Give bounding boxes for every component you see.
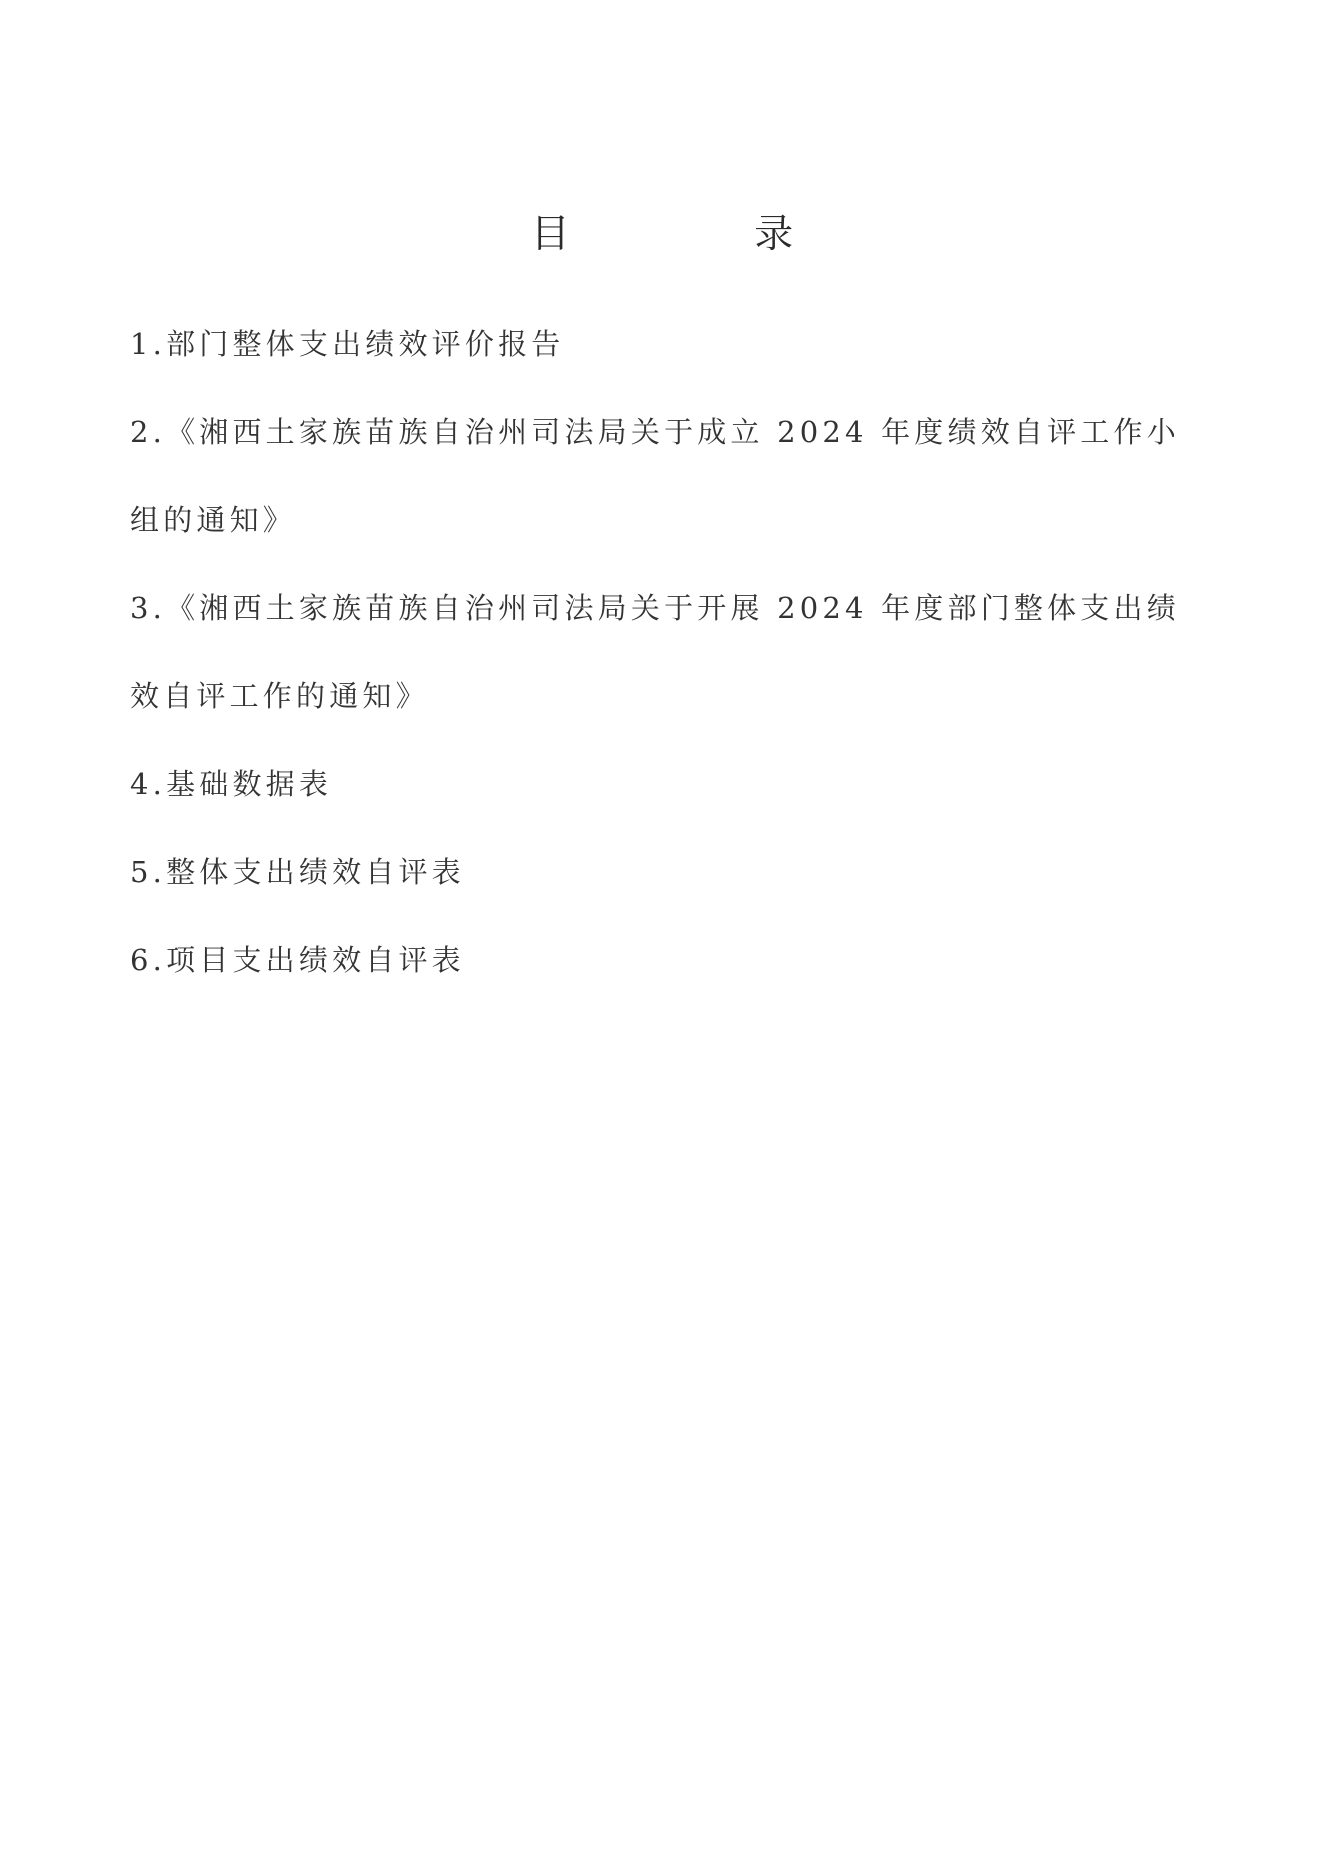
- toc-item-4: 4.基础数据表: [130, 767, 333, 801]
- toc-item-1: 1.部门整体支出绩效评价报告: [130, 327, 565, 361]
- toc-item-6: 6.项目支出绩效自评表: [130, 943, 465, 977]
- toc-list: [130, 300, 1210, 1004]
- toc-item-3: 3.《湘西土家族苗族自治州司法局关于开展 2024 年度部门整体支出绩效自评工作的通知》: [130, 591, 1180, 713]
- toc-item-2: 2.《湘西土家族苗族自治州司法局关于成立 2024 年度绩效自评工作小组的通知》: [130, 415, 1180, 537]
- toc-item-5: 5.整体支出绩效自评表: [130, 855, 465, 889]
- page-title: 目 录: [530, 212, 880, 257]
